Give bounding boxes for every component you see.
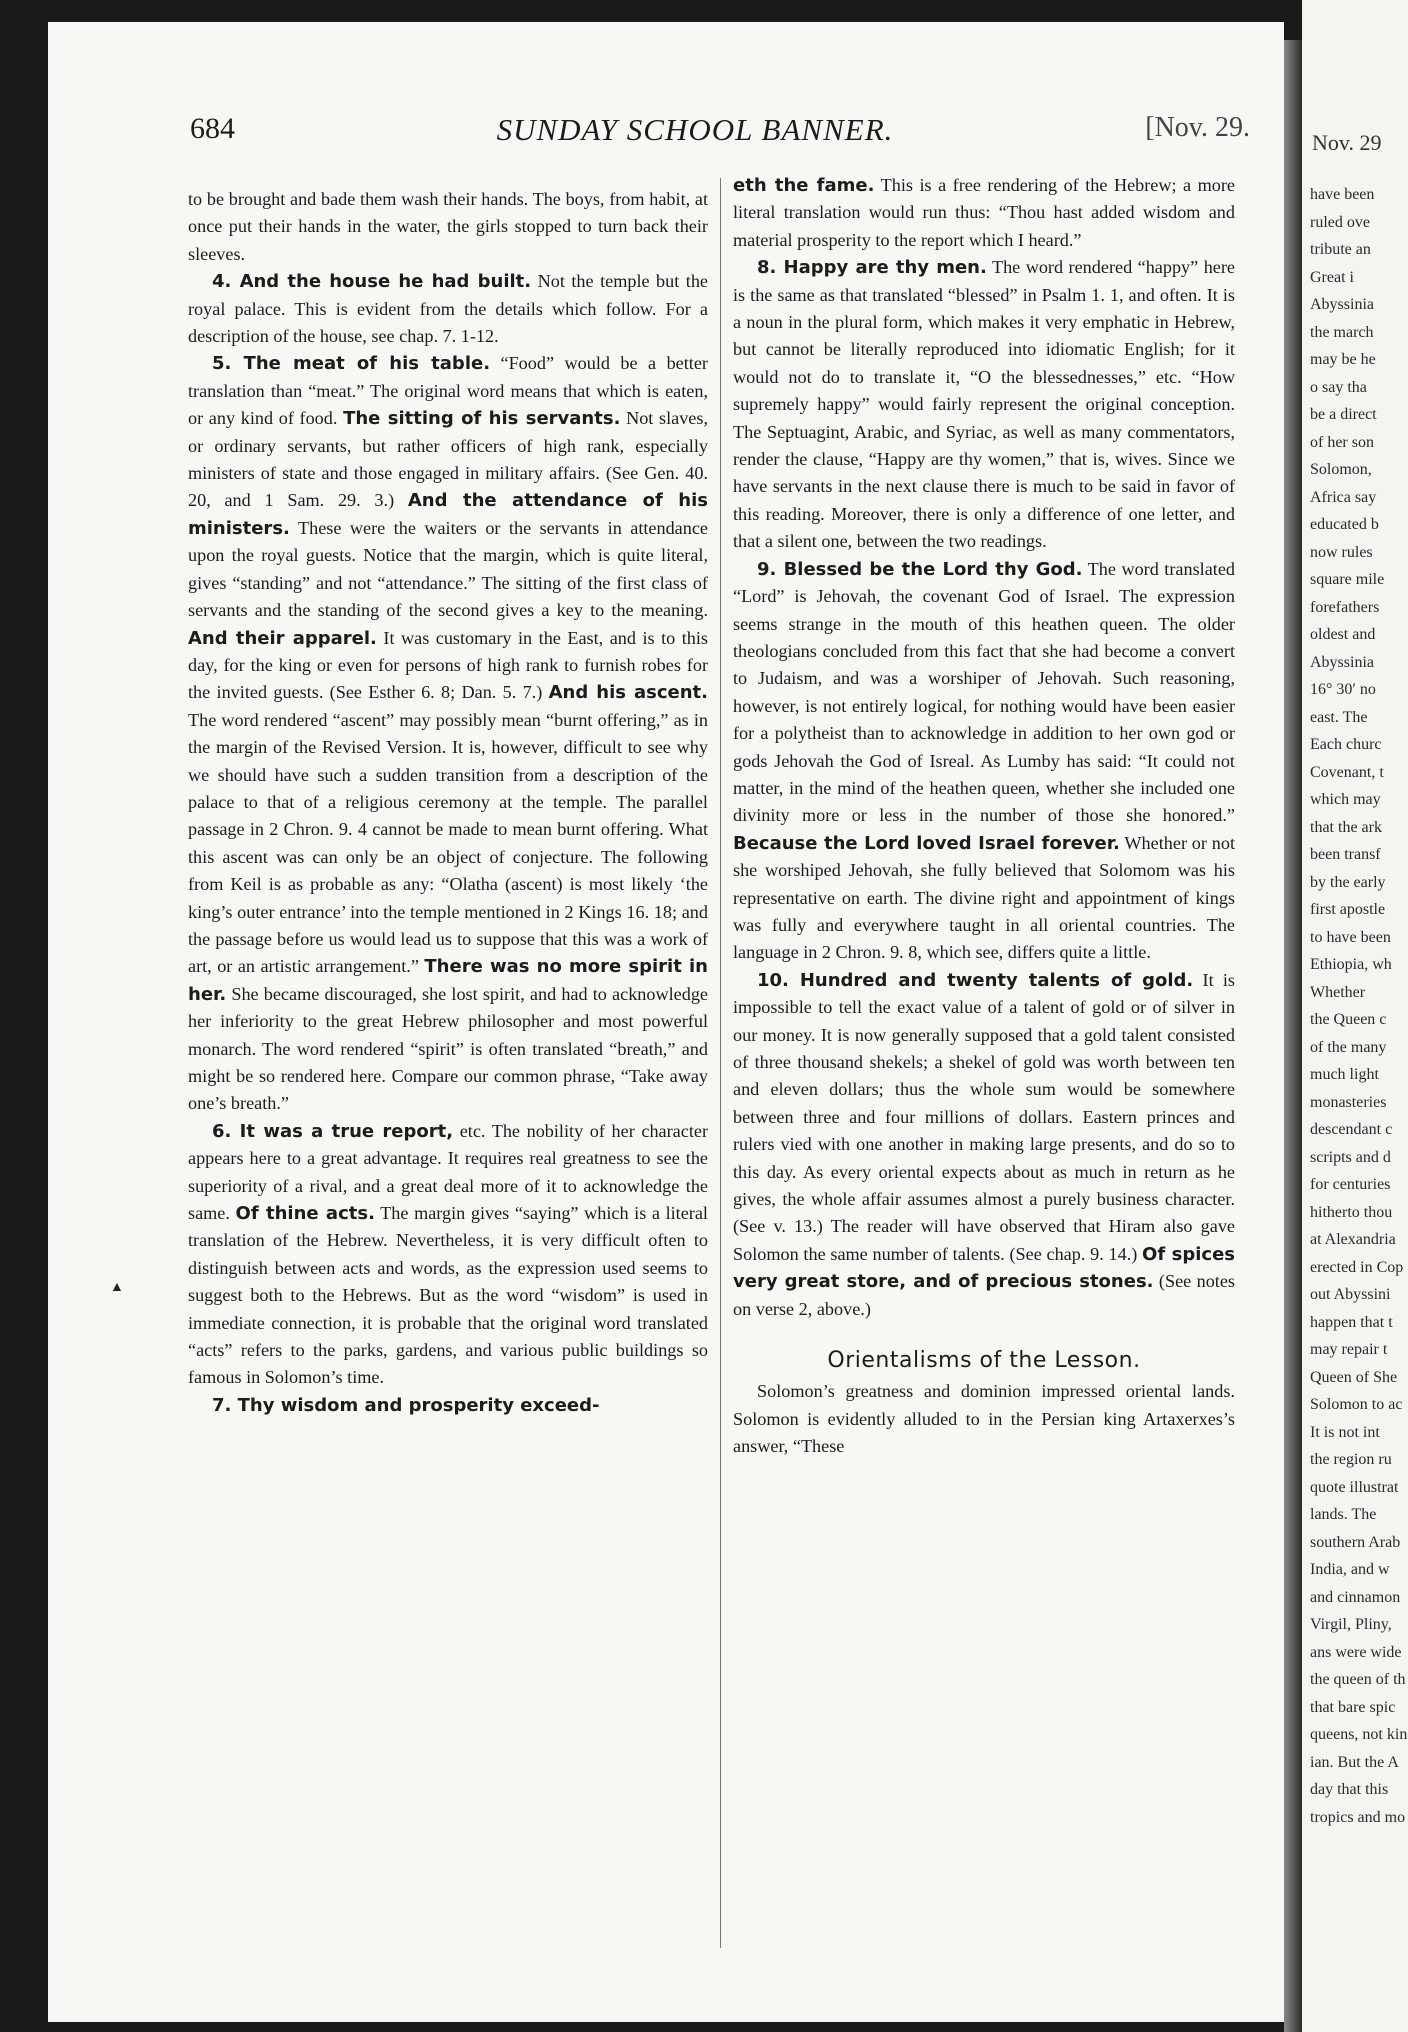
next-page-fragment	[1302, 0, 1408, 2032]
verse-note-10	[733, 967, 1235, 1323]
next-page-line: of her son	[1310, 433, 1374, 451]
headword: And his ascent.	[548, 682, 708, 704]
next-page-line: east. The	[1310, 708, 1368, 726]
note-text: It was customary in the East, and is to this day, for the king or even for persons of high rank to furnish robes for the invited guests. (See Esther 6. 8; Dan. 5. 7.)	[188, 627, 708, 703]
next-page-line: first apostle	[1310, 901, 1386, 918]
note-text: The word rendered “ascent” may possibly mean “burnt offering,” as in the margin of the Revised Version. It is, however, difficult to see why we should have such a sudden transition from a description of the palace to that of a religious ceremony at the temple. The parallel passage in 2 Chron. 9. 4 cannot be made to mean burnt offering. What this ascent was can only be an object of conjecture. The following from Keil is as probable as any: “Olatha (ascent) is most likely ‘the king’s outer entrance’ into the temple mentioned in 2 Kings 16. 18; and the passage before us would lead us to suppose that this was a work of art, or an artistic arrangement.”	[188, 709, 708, 977]
next-page-line: Abyssinia	[1310, 296, 1374, 313]
headword: 6. It was a true report,	[212, 1120, 454, 1142]
section-title: Orientalisms of the Lesson.	[827, 1348, 1141, 1374]
next-page-line: the region ru	[1310, 1451, 1392, 1468]
headword: 10. Hundred and twenty talents of gold.	[757, 969, 1194, 991]
next-page-line: Ethiopia, wh	[1310, 956, 1392, 973]
note-text: These were the waiters or the servants in attendance upon the royal guests. Notice that the margin, which is quite literal, gives “standing” and not “attendance.” The sitting of the first class of servants and the standing of the second gives a key to the meaning.	[188, 517, 708, 621]
next-page-line: forefathers	[1310, 598, 1380, 616]
next-page-line: for centuries	[1310, 1176, 1391, 1193]
note-text: (See notes on verse 2, above.)	[733, 1271, 1235, 1319]
next-page-line: Africa say	[1310, 488, 1377, 506]
next-page-line: at Alexandria	[1310, 1231, 1396, 1248]
verse-note-7-cont	[733, 172, 1235, 254]
headword: 4. And the house he had built.	[212, 271, 532, 293]
next-page-line: erected in Cop	[1310, 1258, 1404, 1276]
page-edge	[1284, 40, 1302, 2032]
verse-note-8	[733, 254, 1235, 555]
next-page-line: India, and w	[1310, 1561, 1390, 1578]
headword: 7. Thy wisdom and prosperity exceed-	[212, 1394, 600, 1416]
next-page-line: now rules	[1310, 543, 1373, 561]
next-page-header: Nov. 29	[1312, 130, 1382, 155]
next-page-line: by the early	[1310, 873, 1386, 891]
next-page-line: Queen of She	[1310, 1368, 1398, 1386]
next-page-line: lands. The	[1310, 1506, 1377, 1523]
next-page-line: Solomon,	[1310, 461, 1372, 478]
running-title: SUNDAY SCHOOL BANNER.	[496, 112, 894, 147]
next-page-line: much light	[1310, 1066, 1379, 1083]
next-page-line: Virgil, Pliny,	[1310, 1616, 1392, 1633]
column-rule	[720, 178, 721, 1948]
note-text: Not the temple but the royal palace. This is evident from the details which follow. For a description of the house, see chap. 7. 1-12.	[188, 271, 708, 347]
next-page-line: that the ark	[1310, 818, 1382, 836]
next-page-line: ian. But the A	[1310, 1753, 1399, 1771]
next-page-line: that bare spic	[1310, 1698, 1396, 1716]
next-page-line: Great i	[1310, 268, 1354, 286]
next-page-line: the Queen c	[1310, 1011, 1387, 1028]
headword: The sitting of his servants.	[343, 408, 621, 430]
next-page-line: tribute an	[1310, 241, 1371, 258]
note-text: She became discouraged, she lost spirit, and had to acknowledge her inferiority to the great Hebrew philosopher and most powerful monarch. The word rendered “spirit” is often translated “breath,” and might be so rendered here. Compare our common phrase, “Take away one’s breath.”	[188, 983, 708, 1114]
next-page-line: descendant c	[1310, 1121, 1393, 1138]
next-page-line: southern Arab	[1310, 1533, 1401, 1551]
page-header	[140, 112, 1250, 156]
note-text: This is a free rendering of the Hebrew; a more literal translation would run thus: “Thou hast added wisdom and material prosperity to the report which I heard.”	[733, 175, 1235, 250]
next-page-line: Abyssinia	[1310, 653, 1374, 671]
next-page-line: Whether	[1310, 983, 1366, 1001]
note-text: etc. The nobility of her character appears here to a great advantage. It requires real greatness to see the superiority of a rival, and a great deal more of it to acknowledge the same.	[188, 1120, 708, 1224]
page-number: 684	[190, 112, 235, 145]
verse-note-4	[188, 268, 708, 350]
note-text: The word rendered “happy” here is the same as that translated “blessed” in Psalm 1. 1, and often. It is a noun in the plural form, which makes it very emphatic in Hebrew, but cannot be literally reproduced into idiomatic English; for it would not do to translate it, “O the blessednesses,” etc. “How supremely happy” would fairly represent the original conception. The Septuagint, Arabic, and Syriac, as well as many commentators, render the clause, “Happy are thy women,” that is, wives. Since we have servants in the next clause there is much to be said in favor of this reading. Moreover, there is only a difference of one letter, and that a silent one, between the two readings.	[733, 257, 1235, 552]
next-page-line: 16° 30′ no	[1310, 681, 1376, 698]
verse-note-9	[733, 556, 1235, 967]
paragraph: to be brought and bade them wash their hands. The boys, from habit, at once put their hands in the water, the girls stopped to turn back their sleeves.	[188, 189, 708, 264]
left-column	[188, 186, 708, 1419]
next-page-line: oldest and	[1310, 626, 1376, 643]
verse-note-5	[188, 350, 708, 1117]
next-page-line: the march	[1310, 323, 1374, 341]
header-date: [Nov. 29.	[1145, 112, 1250, 143]
next-page-line: tropics and mo	[1310, 1808, 1406, 1826]
verse-note-6	[188, 1118, 708, 1392]
margin-bullet: ▲	[110, 1280, 124, 1295]
next-page-line: monasteries	[1310, 1093, 1387, 1111]
headword: Of spices very great store, and of precious stones.	[733, 1243, 1235, 1293]
next-page-line: quote illustrat	[1310, 1478, 1399, 1496]
next-page-line: to have been	[1310, 928, 1391, 946]
next-page-line: of the many	[1310, 1038, 1387, 1056]
next-page-line: have been	[1310, 186, 1375, 203]
next-page-line: and cinnamon	[1310, 1588, 1401, 1606]
headword: And their apparel.	[188, 627, 377, 649]
headword: 8. Happy are thy men.	[757, 257, 987, 279]
headword: Because the Lord loved Israel forever.	[733, 832, 1120, 854]
next-page-line: ruled ove	[1310, 213, 1370, 231]
headword: eth the fame.	[733, 175, 875, 196]
next-page-line: may be he	[1310, 351, 1376, 368]
next-page-line: the queen of th	[1310, 1671, 1406, 1688]
verse-note-7	[188, 1392, 708, 1419]
next-page-line: been transf	[1310, 846, 1381, 863]
paragraph: Solomon’s greatness and dominion impressed oriental lands. Solomon is evidently alluded to in the Persian king Artaxerxes’s answer, “These	[733, 1381, 1235, 1457]
next-page-line: square mile	[1310, 571, 1385, 588]
next-page-line: It is not int	[1310, 1423, 1380, 1441]
headword: 5. The meat of his table.	[212, 353, 491, 375]
next-page-line: hitherto thou	[1310, 1203, 1393, 1221]
next-page-line: educated b	[1310, 516, 1379, 533]
next-page-line: Each churc	[1310, 736, 1382, 753]
note-text: It is impossible to tell the exact value of a talent of gold or of silver in our money. It is now generally supposed that a gold talent consisted of three thousand shekels; a shekel of gold was worth between ten and eleven dollars; thus the whole sum would be somewhere between three and four millions of dollars. Eastern princes and rulers vied with one another in making large presents, and do so to this day. As every oriental expects about as much in return as he gives, the whole affair assumes almost a purely business character. (See v. 13.) The reader will have observed that Hiram also gave Solomon the same number of talents. (See chap. 9. 14.)	[733, 969, 1235, 1264]
note-text: The margin gives “saying” which is a literal translation of the Hebrew. Nevertheless, it is very difficult often to distinguish between acts and words, as the expression used seems to suggest both to the Hebrews. But as the word “wisdom” is used in immediate connection, it is probable that the original word translated “acts” refers to the parks, gardens, and various public buildings so famous in Solomon’s time.	[188, 1203, 708, 1388]
right-column	[733, 172, 1235, 1461]
note-text: The word translated “Lord” is Jehovah, the covenant God of Israel. The expression seems strange in the mouth of this heathen queen. The older theologians concluded from this fact that she had become a convert to Judaism, and was a worshiper of Jehovah. Such reasoning, however, is not entirely logical, for nothing would have been easier for a polytheist than to acknowledge in addition to her own god or gods Jehovah the God of Isreal. As Lumby has said: “It could not matter, in the mind of the heathen queen, whether she included one divinity more or less in the number of those she honored.”	[733, 558, 1235, 826]
next-page-line: be a direct	[1310, 406, 1377, 423]
next-page-line: o say tha	[1310, 378, 1367, 396]
next-page-line: happen that t	[1310, 1313, 1393, 1331]
note-text: Whether or not she worshiped Jehovah, she fully believed that Solomom was his representative on earth. The divine right and appointment of kings was fully and everywhere taught in all oriental countries. The language in 2 Chron. 9. 8, which see, differs quite a little.	[733, 832, 1236, 963]
next-page-line: scripts and d	[1310, 1148, 1391, 1166]
next-page-line: queens, not kin	[1310, 1726, 1408, 1743]
next-page-line: Covenant, t	[1310, 763, 1384, 781]
next-page-line: out Abyssini	[1310, 1286, 1391, 1303]
headword: 9. Blessed be the Lord thy God.	[757, 558, 1083, 580]
note-text: “Food” would be a better translation than “meat.” The original word means that which is eaten, or any kind of food.	[188, 353, 708, 429]
next-page-line: day that this	[1310, 1781, 1389, 1798]
next-page-line: Solomon to ac	[1310, 1396, 1403, 1413]
note-text: Not slaves, or ordinary servants, but rather officers of high rank, especially ministers of state and those engaged in military affairs. (See Gen. 40. 20, and 1 Sam. 29. 3.)	[188, 408, 709, 511]
headword: There was no more spirit in her.	[188, 956, 708, 1005]
next-page-line: ans were wide	[1310, 1643, 1402, 1661]
headword: And the attendance of his ministers.	[188, 490, 708, 539]
next-page-line: may repair t	[1310, 1341, 1388, 1358]
headword: Of thine acts.	[235, 1203, 375, 1225]
next-page-line: which may	[1310, 791, 1381, 808]
